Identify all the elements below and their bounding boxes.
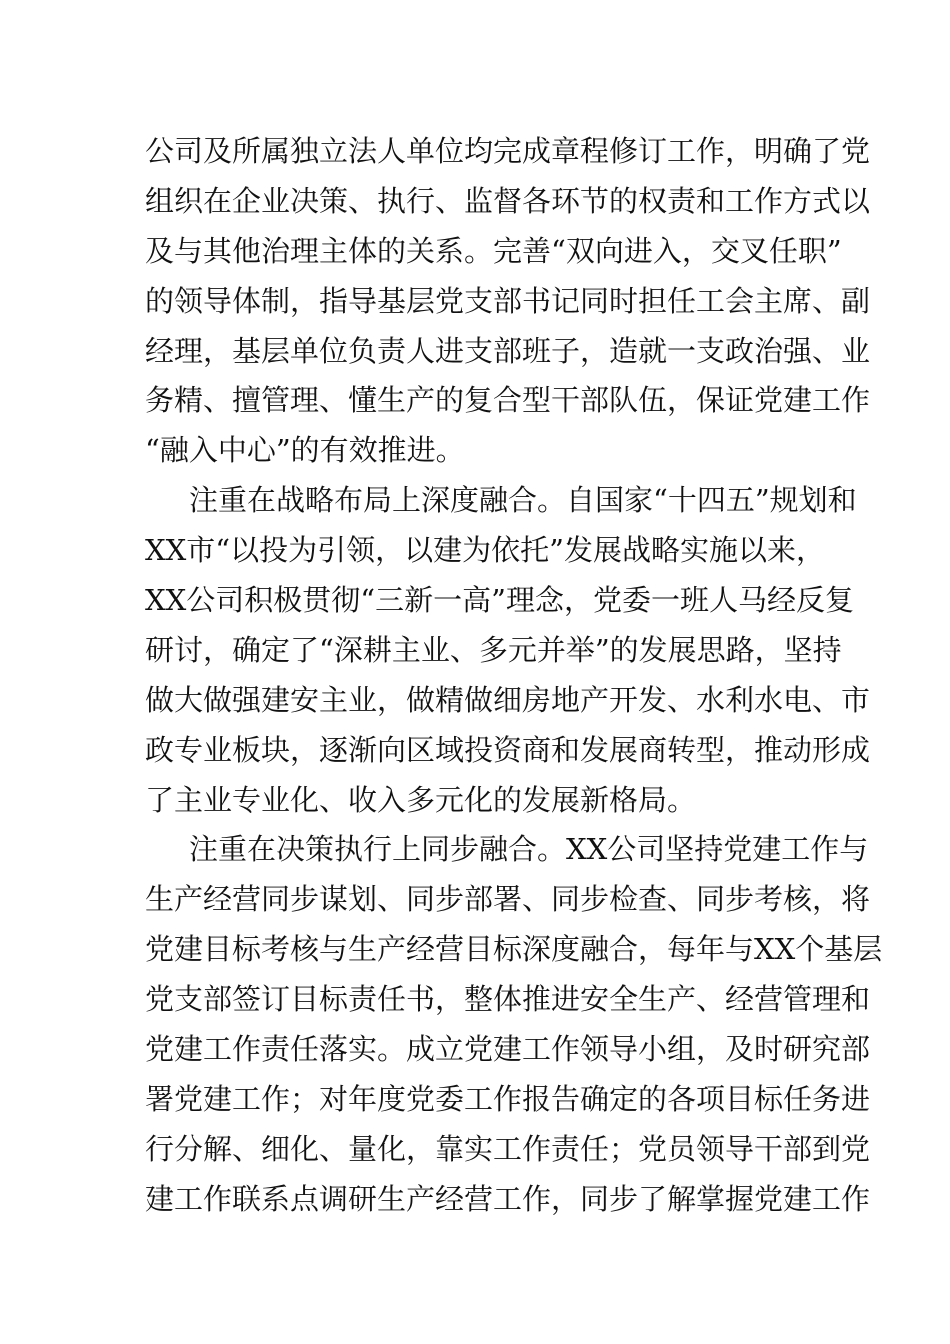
text-line: 生产经营同步谋划、同步部署、同步检查、同步考核，将 [145, 882, 871, 917]
text-line: XX市“以投为引领，以建为依托”发展战略实施以来， [145, 533, 825, 568]
paragraph-start-line: 注重在决策执行上同步融合。XX公司坚持党建工作与 [189, 832, 869, 867]
text-line: 的领导体制，指导基层党支部书记同时担任工会主席、副 [145, 283, 871, 318]
text-line: “融入中心”的有效推进。 [145, 433, 465, 468]
body-text [145, 127, 883, 1225]
text-line: 经理，基层单位负责人进支部班子，造就一支政治强、业 [145, 333, 871, 368]
text-line: 建工作联系点调研生产经营工作，同步了解掌握党建工作 [145, 1181, 871, 1216]
text-line: 研讨，确定了“深耕主业、多元并举”的发展思路，坚持 [145, 632, 842, 667]
text-line: 务精、擅管理、懂生产的复合型干部队伍，保证党建工作 [145, 383, 871, 418]
text-line: 党建工作责任落实。成立党建工作领导小组，及时研究部 [145, 1032, 871, 1067]
text-line: 党建目标考核与生产经营目标深度融合，每年与XX个基层 [145, 932, 883, 967]
text-line: 做大做强建安主业，做精做细房地产开发、水利水电、市 [145, 682, 871, 717]
text-line: 政专业板块，逐渐向区域投资商和发展商转型，推动形成 [145, 732, 871, 767]
text-line: 组织在企业决策、执行、监督各环节的权责和工作方式以 [145, 183, 871, 218]
text-line: 及与其他治理主体的关系。完善“双向进入，交叉任职” [145, 233, 842, 268]
paragraph-start-line: 注重在战略布局上深度融合。自国家“十四五”规划和 [189, 483, 857, 518]
text-line: 党支部签订目标责任书，整体推进安全生产、经营管理和 [145, 982, 871, 1017]
text-line: 行分解、细化、量化，靠实工作责任；党员领导干部到党 [145, 1131, 871, 1166]
text-line: 署党建工作；对年度党委工作报告确定的各项目标任务进 [145, 1081, 871, 1116]
text-line: 公司及所属独立法人单位均完成章程修订工作，明确了党 [145, 134, 871, 168]
text-line: 了主业专业化、收入多元化的发展新格局。 [145, 782, 697, 817]
text-line: XX公司积极贯彻“三新一高”理念，党委一班人马经反复 [145, 583, 854, 618]
